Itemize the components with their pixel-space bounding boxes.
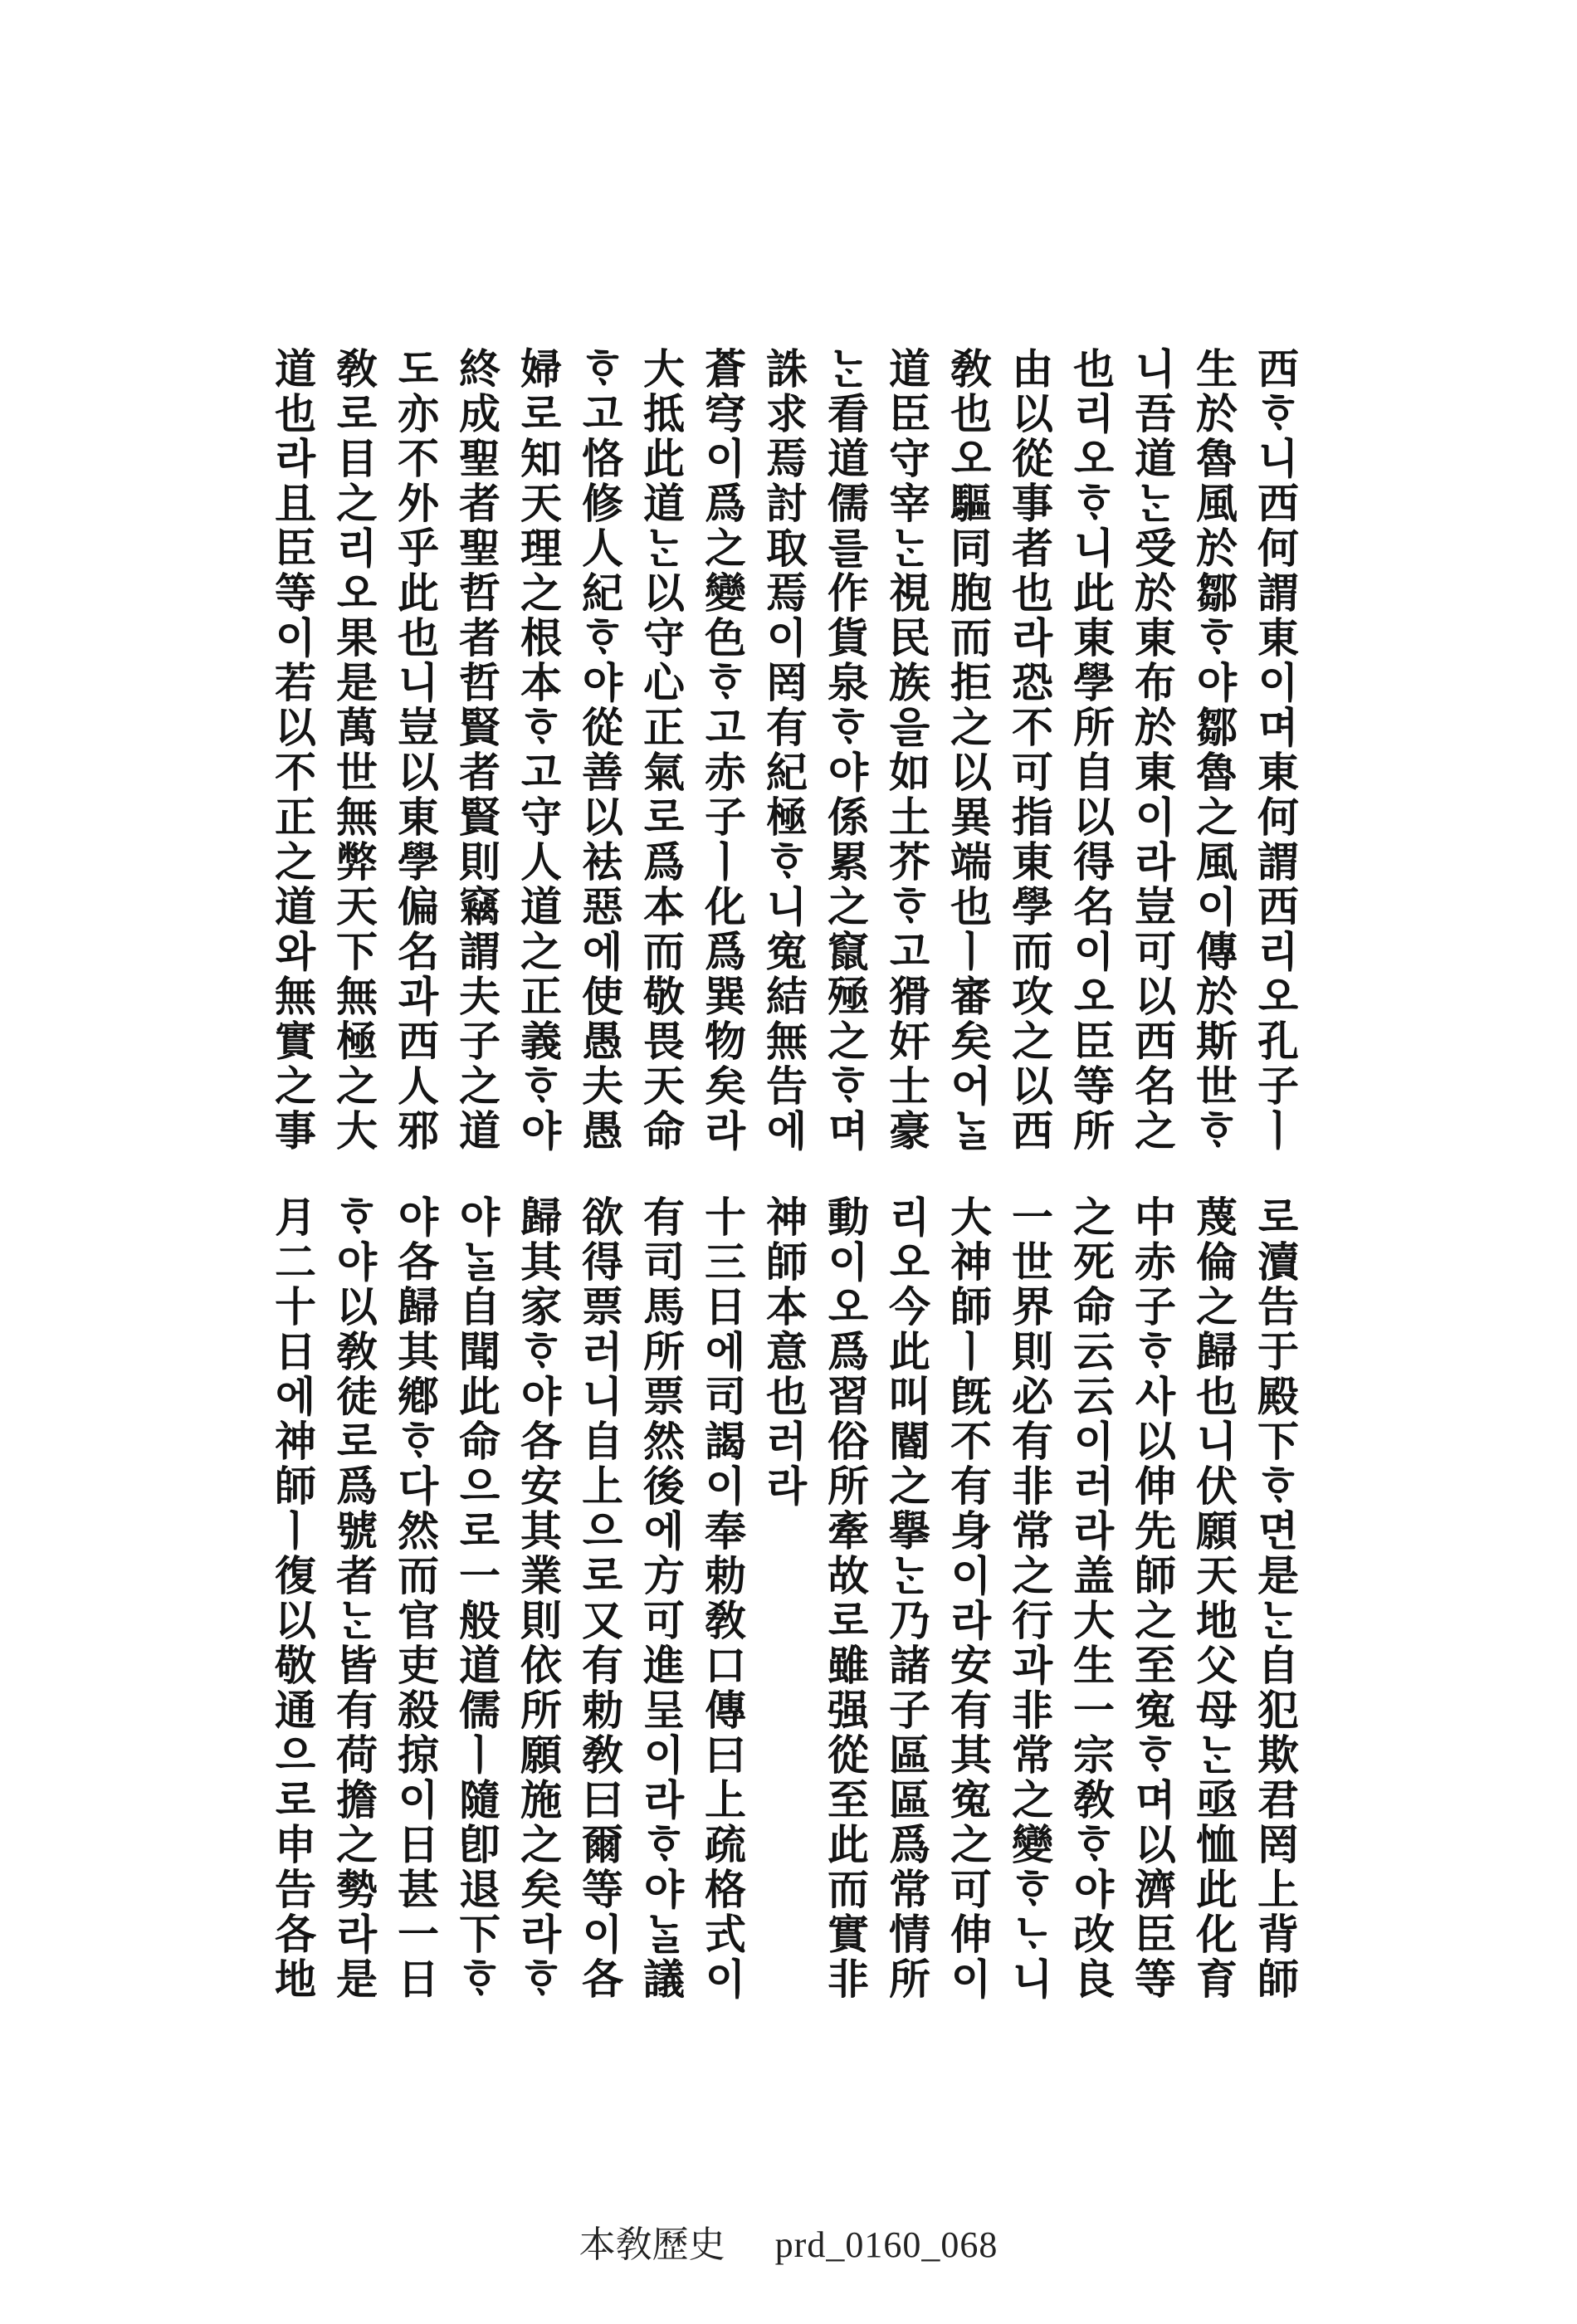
footer-code: prd_0160_068 [774, 2224, 998, 2265]
text-column: 由以從事者也라恐不可指東學而攻之以西 [1005, 347, 1054, 1154]
text-column: 敎也오驅同胞而拒之以異端也ㅣ審矣어ᄂᆞᆯ [944, 347, 993, 1154]
text-column: 也리오ᄒᆞ니此東學所自以得名이오臣等所 [1067, 347, 1116, 1154]
text-column: 蔑倫之歸也니伏願天地父母ᄂᆞᆫ亟恤此化育 [1189, 1195, 1238, 2002]
text-column: 有司馬所票然後에方可進呈이라ᄒᆞ야ᄂᆞᆯ議 [637, 1195, 686, 2002]
text-column: 神師本意也러라 [759, 1195, 808, 1509]
text-column: 大神師ㅣ旣不有身이라安有其寃之可伸이 [944, 1195, 993, 2002]
text-column: ᄂᆞᆫ看道儒를作貨泉ᄒᆞ야係累之竄殛之ᄒᆞ며 [821, 347, 870, 1154]
text-column: 야ᄂᆞᆯ自聞此命으로一般道儒ㅣ隨卽退下ᄒᆞ [452, 1195, 501, 2002]
text-column: 니吾道ᄂᆞᆫ受於東布於東이라豈可以西名之 [1128, 347, 1177, 1154]
text-column: 一世界則必有非常之行과非常之變ᄒᆞᄂᆞ니 [1005, 1195, 1054, 2002]
text-column: 月二十日에神師ㅣ復以敬通으로申告各地 [268, 1195, 317, 2002]
footer-title: 本敎歷史 [579, 2224, 725, 2265]
text-column: 도亦不外乎此也니豈以東學偏名과西人邪 [391, 347, 440, 1154]
top-text-block [266, 347, 1303, 1160]
text-column: 婦로知天理之根本ᄒᆞ고守人道之正義ᄒᆞ야 [514, 347, 563, 1154]
text-column: 리오今此叫閽之擧ᄂᆞᆫ乃諸子區區爲常情所 [882, 1195, 931, 2002]
text-column: 야各歸其鄕ᄒᆞ다然而官吏殺掠이日甚一日 [391, 1195, 440, 2002]
text-column: 歸其家ᄒᆞ야各安其業則依所願施之矣라ᄒᆞ [514, 1195, 563, 2002]
text-column: 大抵此道ᄂᆞᆫ以守心正氣로爲本而敬畏天命 [637, 347, 686, 1154]
text-column: 終成聖者聖哲者哲賢者賢則竊謂夫子之道 [452, 347, 501, 1154]
text-column: ᄒᆞ고恪修人紀ᄒᆞ야從善以袪惡에使愚夫愚 [575, 347, 624, 1154]
text-column: 蒼穹이爲之變色ᄒᆞ고赤子ㅣ化爲巽物矣라 [698, 347, 747, 1154]
text-column: 道也라且臣等이若以不正之道와無實之事 [268, 347, 317, 1154]
text-column: 로瀆告于殿下ᄒᆞ면是ᄂᆞᆫ自犯欺君罔上背師 [1251, 1195, 1300, 2002]
text-column: 之死命云云이러라盖大生一宗敎ᄒᆞ야改良 [1067, 1195, 1116, 2002]
text-column: 生於魯風於鄒ᄒᆞ야鄒魯之風이傳於斯世ᄒᆞ [1189, 347, 1238, 1154]
text-column: 動이오爲習俗所牽故로雖强從至此而實非 [821, 1195, 870, 2002]
text-column: 中赤子ᄒᆞ사以伸先師之至寃ᄒᆞ며以濟臣等 [1128, 1195, 1177, 2002]
text-column: 十三日에司謁이奉勅敎口傳曰上疏格式이 [698, 1195, 747, 2002]
text-column: 道臣守宰ᄂᆞᆫ視民族을如土芥ᄒᆞ고猾奸士豪 [882, 347, 931, 1154]
text-column: 敎로目之리오果是萬世無弊天下無極之大 [330, 347, 378, 1154]
text-column: 欲得票러니自上으로又有勅敎曰爾等이各 [575, 1195, 624, 2002]
text-column: 誅求焉討取焉이罔有紀極ᄒᆞ니寃結無告에 [759, 347, 808, 1154]
text-column: 西ᄒᆞ니西何謂東이며東何謂西리오孔子ㅣ [1251, 347, 1300, 1154]
bottom-text-block [266, 1195, 1303, 2002]
page-footer [0, 2214, 1577, 2268]
text-column: ᄒᆞ야以敎徒로爲號者ᄂᆞᆫ皆有荷擔之勢라是 [330, 1195, 378, 2002]
